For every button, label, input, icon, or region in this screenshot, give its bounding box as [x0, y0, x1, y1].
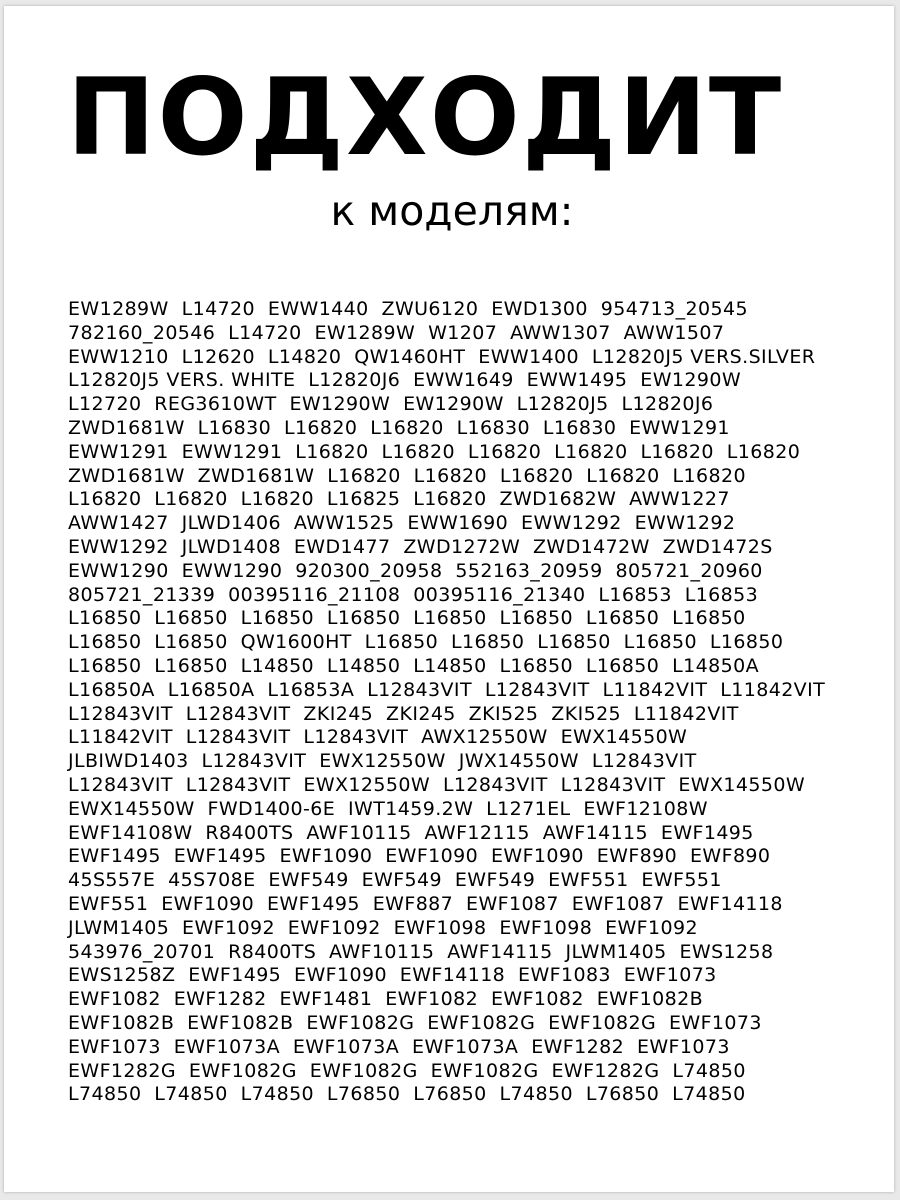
model-list-line: 543976_20701 R8400TS AWF10115 AWF14115 JLWM1405 EWS1258: [68, 940, 774, 963]
model-list-line: 782160_20546 L14720 EW1289W W1207 AWW1307 AWW1507: [68, 321, 725, 344]
page-subtitle: к моделям:: [330, 187, 574, 235]
document-page: [4, 6, 894, 1192]
model-list-line: EWF1082B EWF1082B EWF1082G EWF1082G EWF1082G EWF1073: [68, 1011, 762, 1034]
model-list-line: EWF14108W R8400TS AWF10115 AWF12115 AWF14115 EWF1495: [68, 821, 754, 844]
model-list-line: EWF551 EWF1090 EWF1495 EWF887 EWF1087 EWF1087 EWF14118: [68, 892, 783, 915]
model-list-line: L12820J5 VERS. WHITE L12820J6 EWW1649 EWW1495 EW1290W: [68, 369, 742, 392]
model-list-line: EWX14550W FWD1400-6E IWT1459.2W L1271EL EWF12108W: [68, 797, 708, 820]
model-list-line: AWW1427 JLWD1406 AWW1525 EWW1690 EWW1292 EWW1292: [68, 512, 736, 535]
model-list-line: EWW1292 JLWD1408 EWD1477 ZWD1272W ZWD1472W ZWD1472S: [68, 535, 773, 558]
model-list-line: EWW1290 EWW1290 920300_20958 552163_20959 805721_20960: [68, 559, 763, 582]
page-title: ПОДХОДИТ: [66, 56, 784, 179]
model-list-line: ZWD1681W ZWD1681W L16820 L16820 L16820 L16820 L16820: [68, 464, 746, 487]
model-list-line: L74850 L74850 L74850 L76850 L76850 L74850 L76850 L74850: [68, 1083, 746, 1106]
model-list-line: 45S557E 45S708E EWF549 EWF549 EWF549 EWF551 EWF551: [68, 869, 722, 892]
model-list-line: 805721_21339 00395116_21108 00395116_21340 L16853 L16853: [68, 583, 759, 606]
model-list-line: JLBIWD1403 L12843VIT EWX12550W JWX14550W L12843VIT: [68, 750, 697, 773]
model-list-line: L12843VIT L12843VIT ZKI245 ZKI245 ZKI525 ZKI525 L11842VIT: [68, 702, 739, 725]
model-list-line: EWF1073 EWF1073A EWF1073A EWF1073A EWF1282 EWF1073: [68, 1035, 730, 1058]
model-list-line: L16850 L16850 L14850 L14850 L14850 L16850 L16850 L14850A: [68, 654, 759, 677]
model-list-line: L11842VIT L12843VIT L12843VIT AWX12550W EWX14550W: [68, 726, 688, 749]
model-list-line: EWF1495 EWF1495 EWF1090 EWF1090 EWF1090 EWF890 EWF890: [68, 845, 771, 868]
model-list-line: ZWD1681W L16830 L16820 L16820 L16830 L16830 EWW1291: [68, 416, 730, 439]
model-list-line: EW1289W L14720 EWW1440 ZWU6120 EWD1300 954713_20545: [68, 298, 748, 320]
model-list-line: L16850 L16850 L16850 L16850 L16850 L16850 L16850 L16850: [68, 607, 746, 630]
model-list-line: EWF1082 EWF1282 EWF1481 EWF1082 EWF1082 EWF1082B: [68, 988, 704, 1011]
model-list-line: JLWM1405 EWF1092 EWF1092 EWF1098 EWF1098 EWF1092: [68, 916, 698, 939]
model-list-line: L12843VIT L12843VIT EWX12550W L12843VIT L12843VIT EWX14550W: [68, 773, 806, 796]
model-list-line: L16850A L16850A L16853A L12843VIT L12843VIT L11842VIT L11842VIT: [68, 678, 826, 701]
model-list-line: EWW1210 L12620 L14820 QW1460HT EWW1400 L12820J5 VERS.SILVER: [68, 345, 816, 368]
model-list: [68, 298, 890, 1107]
model-list-line: EWW1291 EWW1291 L16820 L16820 L16820 L16820 L16820 L16820: [68, 440, 801, 463]
model-list-line: L16850 L16850 QW1600HT L16850 L16850 L16850 L16850 L16850: [68, 631, 784, 654]
model-list-line: EWS1258Z EWF1495 EWF1090 EWF14118 EWF1083 EWF1073: [68, 964, 717, 987]
model-list-line: L12720 REG3610WT EW1290W EW1290W L12820J5 L12820J6: [68, 393, 714, 416]
model-list-line: L16820 L16820 L16820 L16825 L16820 ZWD1682W AWW1227: [68, 488, 730, 511]
model-list-line: EWF1282G EWF1082G EWF1082G EWF1082G EWF1282G L74850: [68, 1059, 746, 1082]
